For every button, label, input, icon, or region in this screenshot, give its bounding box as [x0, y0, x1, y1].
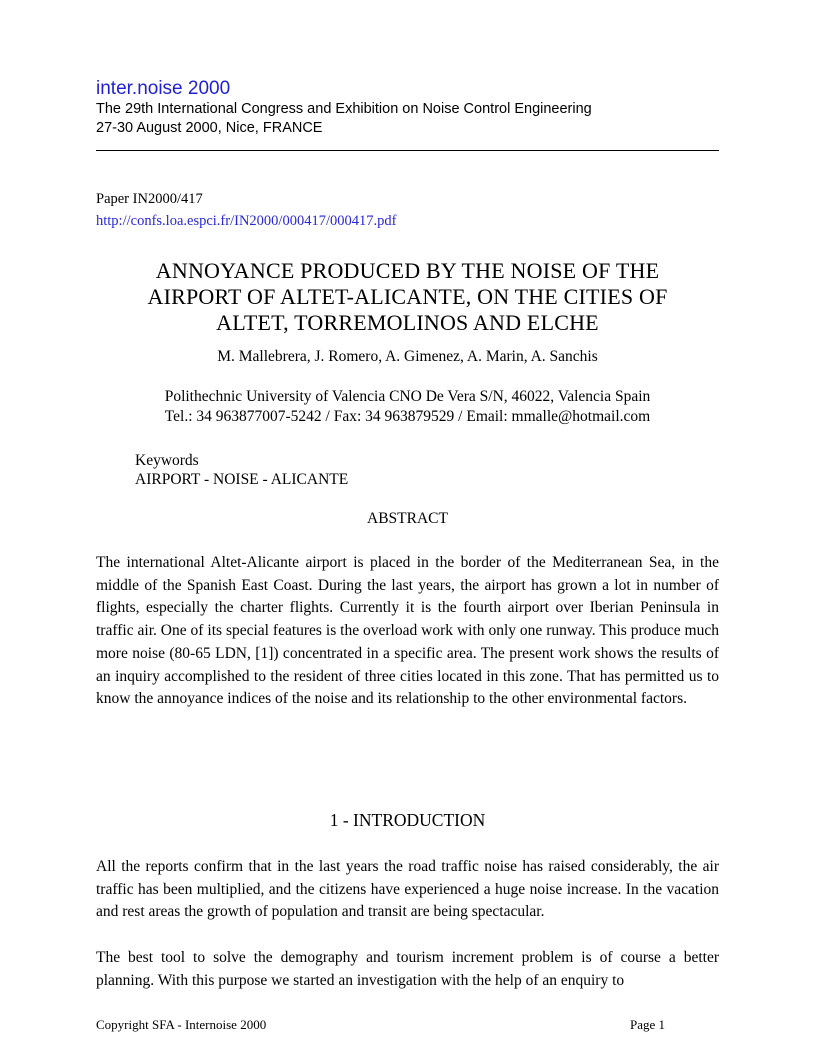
title-line: AIRPORT OF ALTET-ALICANTE, ON THE CITIES OF — [147, 284, 668, 309]
authors: M. Mallebrera, J. Romero, A. Gimenez, A. Marin, A. Sanchis — [217, 348, 598, 365]
footer-copyright: Copyright SFA - Internoise 2000 — [96, 1017, 267, 1032]
conference-dates: 27-30 August 2000, Nice, FRANCE — [96, 120, 323, 136]
footer-page-number: Page 1 — [630, 1017, 666, 1032]
header-divider — [96, 150, 719, 151]
paper-title — [96, 258, 719, 336]
affiliation-line: Polithechnic University of Valencia CNO De Vera S/N, 46022, Valencia Spain — [164, 388, 651, 405]
paper-url-link[interactable]: http://confs.loa.espci.fr/IN2000/000417/000417.pdf — [96, 213, 397, 229]
abstract-heading: ABSTRACT — [367, 510, 448, 527]
conference-subtitle: The 29th International Congress and Exhibition on Noise Control Engineering — [96, 101, 592, 117]
conference-name: inter.noise 2000 — [96, 78, 231, 99]
keywords-list: AIRPORT - NOISE - ALICANTE — [135, 471, 349, 488]
section-heading-introduction: 1 - INTRODUCTION — [329, 810, 486, 830]
paper-id: Paper IN2000/417 — [96, 191, 203, 207]
contact-line: Tel.: 34 963877007-5242 / Fax: 34 963879529 / Email: mmalle@hotmail.com — [164, 408, 651, 425]
title-line: ANNOYANCE PRODUCED BY THE NOISE OF THE — [155, 258, 660, 283]
intro-paragraph-1: All the reports confirm that in the last years the road traffic noise has raised considerably, the air traffic has been multiplied, and the citizens have experienced a huge noise increase. In the vacation and rest areas the growth of population and transit are being spectacular. — [96, 858, 719, 921]
title-line: ALTET, TORREMOLINOS AND ELCHE — [216, 310, 599, 335]
abstract-text: The international Altet-Alicante airport is placed in the border of the Mediterranean Sea, in the middle of the Spanish East Coast. During the last years, the airport has grown a lot in number of flights, especially the charter flights. Currently it is the fourth airport over Iberian Peninsula in traffic air. One of its special features is the overload work with only one runway. This produce much more noise (80-65 LDN, [1]) concentrated in a specific area. The present work shows the results of an inquiry accomplished to the resident of three cities located in this zone. That has permitted us to know the annoyance indices of the noise and its relationship to the other environmental factors. — [96, 554, 719, 708]
intro-paragraph-2: The best tool to solve the demography and tourism increment problem is of course a better planning. With this purpose we started an investigation with the help of an enquiry to — [96, 949, 719, 989]
affiliation — [96, 387, 719, 427]
keywords-block — [135, 451, 348, 489]
keywords-label: Keywords — [135, 452, 199, 469]
